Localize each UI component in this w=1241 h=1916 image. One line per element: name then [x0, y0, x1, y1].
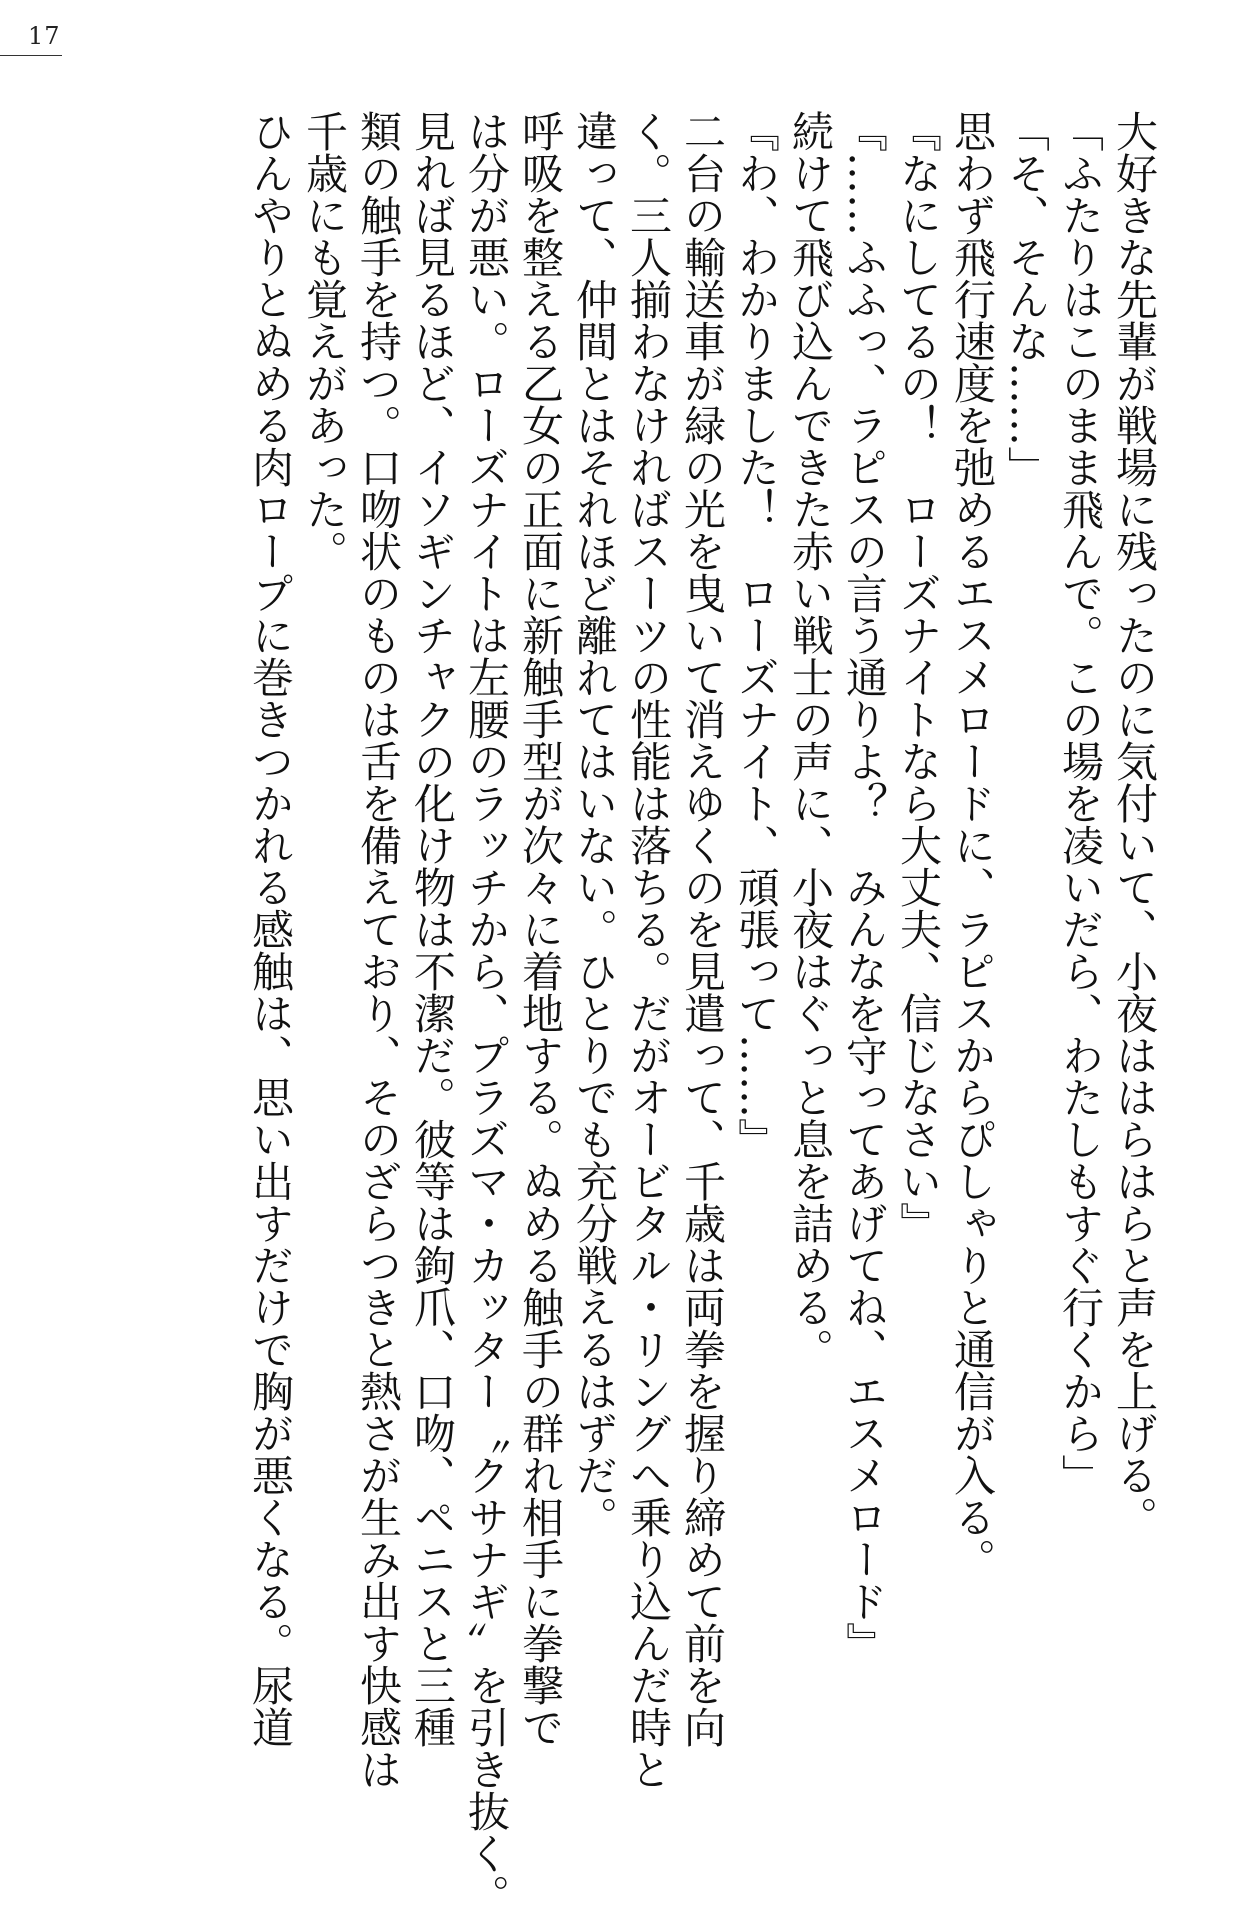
body-text: [243, 110, 1161, 1916]
text-line: 二台の輸送車が緑の光を曳いて消えゆくのを見遣って、千歳は両拳を握り締めて前を向: [678, 110, 727, 1748]
text-line: 「そ、そんな……」: [1002, 110, 1051, 488]
text-line: 千歳にも覚えがあった。: [300, 110, 349, 572]
text-line: く。三人揃わなければスーツの性能は落ちる。だがオービタル・リングへ乗り込んだ時と: [624, 110, 673, 1790]
text-line: 「ふたりはこのまま飛んで。この場を凌いだら、わたしもすぐ行くから」: [1056, 110, 1105, 1496]
text-line: 『……ふふっ、ラピスの言う通りよ？ みんなを守ってあげてね、エスメロード』: [840, 110, 889, 1664]
text-line: 『なにしてるの！ ローズナイトなら大丈夫、信じなさい』: [894, 110, 943, 1244]
text-line: ひんやりとぬめる肉ロープに巻きつかれる感触は、思い出すだけで胸が悪くなる。尿道: [246, 110, 295, 1748]
text-line: 呼吸を整える乙女の正面に新触手型が次々に着地する。ぬめる触手の群れ相手に拳撃で: [516, 110, 565, 1748]
page-number: 17: [28, 22, 61, 50]
text-line: 違って、仲間とはそれほど離れてはいない。ひとりでも充分戦えるはずだ。: [570, 110, 619, 1538]
text-line: 大好きな先輩が戦場に残ったのに気付いて、小夜ははらはらと声を上げる。: [1110, 110, 1159, 1538]
text-line: 『わ、わかりました！ ローズナイト、頑張って……』: [732, 110, 781, 1160]
header-rule: [0, 55, 62, 56]
text-line: 見れば見るほど、イソギンチャクの化け物は不潔だ。彼等は鉤爪、口吻、ペニスと三種: [408, 110, 457, 1748]
text-line: 続けて飛び込んできた赤い戦士の声に、小夜はぐっと息を詰める。: [786, 110, 835, 1370]
text-line: は分が悪い。ローズナイトは左腰のラッチから、プラズマ・カッター〝クサナギ〟を引き抜く。: [462, 110, 511, 1916]
text-line: 類の触手を持つ。口吻状のものは舌を備えており、そのざらつきと熱さが生み出す快感は: [354, 110, 403, 1790]
text-line: 思わず飛行速度を弛めるエスメロードに、ラピスからぴしゃりと通信が入る。: [948, 110, 997, 1580]
